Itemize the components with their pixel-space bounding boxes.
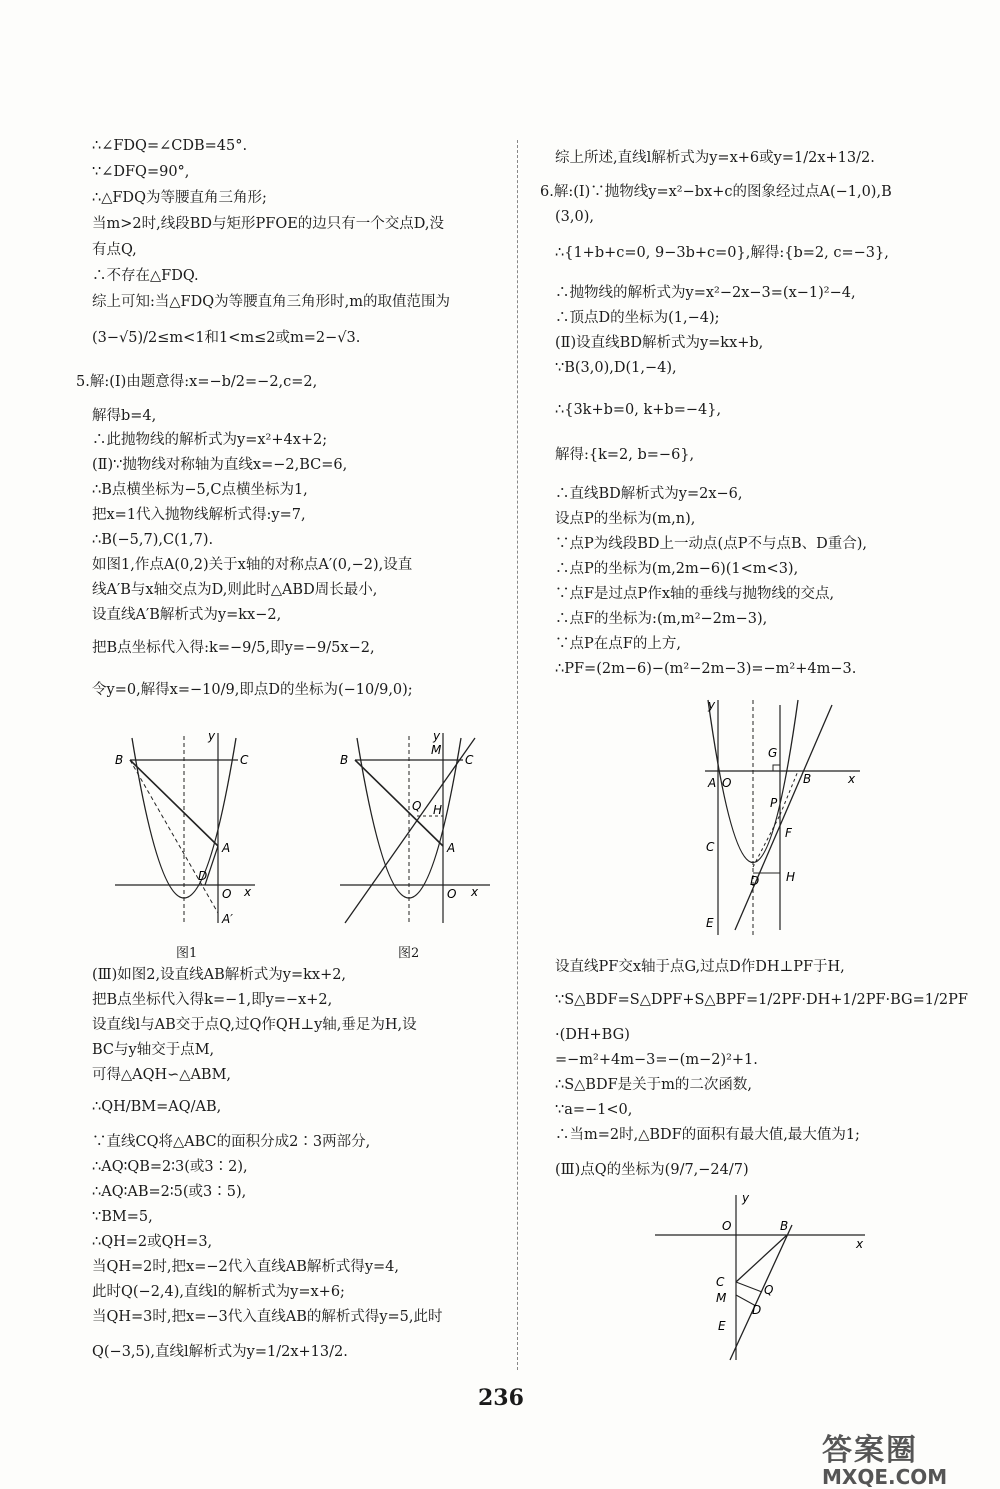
text-line: 当QH=2时,把x=−2代入直线AB解析式得y=4, [92, 1259, 400, 1275]
figure-4 [650, 1190, 875, 1365]
label-q: Q [412, 799, 422, 813]
label-b: B [780, 1219, 789, 1233]
label-m: M [716, 1291, 727, 1305]
line-bd [735, 705, 832, 930]
label-c: C [706, 840, 715, 854]
parabola [132, 738, 236, 898]
text-line: 把B点坐标代入得k=−1,即y=−x+2, [92, 992, 333, 1008]
page-number: 236 [478, 1385, 524, 1411]
label-o: O [722, 1219, 732, 1233]
text-line: 综上可知:当△FDQ为等腰直角三角形时,m的取值范围为 [92, 294, 450, 310]
text-line: ∴此抛物线的解析式为y=x²+4x+2; [92, 432, 328, 448]
text-line: ∴顶点D的坐标为(1,−4); [555, 310, 720, 326]
text-line: (Ⅱ)∵抛物线对称轴为直线x=−2,BC=6, [92, 457, 348, 473]
label-h: H [786, 870, 796, 884]
text-line: Q(−3,5),直线l解析式为y=1/2x+13/2. [92, 1344, 348, 1360]
label-d: D [752, 1303, 762, 1317]
text-line: (Ⅲ)如图2,设直线AB解析式为y=kx+2, [92, 967, 347, 983]
text-line: 解得:{k=2, b=−6}, [555, 447, 695, 463]
watermark-site: MXQE.COM [822, 1465, 948, 1489]
text-line: 设点P的坐标为(m,n), [555, 511, 696, 527]
text-line: =−m²+4m−3=−(m−2)²+1. [555, 1052, 758, 1068]
label-y: y [433, 729, 441, 743]
text-line: 有点Q, [92, 242, 137, 258]
label-x: x [856, 1237, 864, 1251]
label-m: M [431, 743, 442, 757]
text-line: ∵B(3,0),D(1,−4), [555, 360, 677, 376]
text-line: ∵点P在点F的上方, [555, 636, 681, 652]
line-be [730, 1225, 792, 1360]
text-line: ∴当m=2时,△BDF的面积有最大值,最大值为1; [555, 1127, 860, 1143]
label-c: C [240, 753, 249, 767]
text-line: ∴PF=(2m−6)−(m²−2m−3)=−m²+4m−3. [555, 661, 857, 677]
watermark-logo: 答案圈 [822, 1433, 918, 1468]
label-f: F [785, 826, 792, 840]
text-line: ∴AQ∶AB=2∶5(或3∶5), [92, 1184, 247, 1200]
text-line: ∴QH/BM=AQ/AB, [92, 1099, 222, 1115]
text-line: ∵BM=5, [92, 1209, 153, 1225]
text-line: 把B点坐标代入得:k=−9/5,即y=−9/5x−2, [92, 640, 375, 656]
label-h: H [433, 803, 443, 817]
text-line: ∴点F的坐标为:(m,m²−2m−3), [555, 611, 768, 627]
text-line: 综上所述,直线l解析式为y=x+6或y=1/2x+13/2. [555, 150, 875, 166]
text-line: ∴S△BDF是关于m的二次函数, [555, 1077, 753, 1093]
segment-cq [736, 1282, 762, 1292]
label-o: O [447, 887, 457, 901]
label-o: O [222, 887, 232, 901]
text-line: ∴{3k+b=0, k+b=−4}, [555, 402, 722, 418]
right-angle-mark [773, 765, 780, 771]
label-p: P [770, 796, 778, 810]
text-line: 5.解:(Ⅰ)由题意得:x=−b/2=−2,c=2, [76, 374, 318, 390]
text-line: 6.解:(Ⅰ)∵抛物线y=x²−bx+c的图象经过点A(−1,0),B [540, 184, 892, 200]
label-g: G [768, 746, 778, 760]
segment-ba [130, 760, 218, 846]
text-line: ∵a=−1<0, [555, 1102, 633, 1118]
text-line: ∵点P为线段BD上一动点(点P不与点B、D重合), [555, 536, 867, 552]
text-line: (Ⅲ)点Q的坐标为(9/7,−24/7) [555, 1162, 749, 1178]
parabola [357, 738, 461, 898]
text-line: (3−√5)/2≤m<1和1<m≤2或m=2−√3. [92, 330, 361, 346]
text-line: 此时Q(−2,4),直线l的解析式为y=x+6; [92, 1284, 345, 1300]
figure-1 [110, 728, 260, 928]
label-a: A [447, 841, 456, 855]
label-x: x [244, 885, 252, 899]
text-line: ∵∠DFQ=90°, [92, 164, 190, 180]
text-line: ∵直线CQ将△ABC的面积分成2∶3两部分, [92, 1134, 371, 1150]
text-line: 如图1,作点A(0,2)关于x轴的对称点A′(0,−2),设直 [92, 557, 413, 573]
label-q: Q [764, 1283, 774, 1297]
label-a-prime: A′ [222, 912, 233, 926]
text-line: 可得△AQH∽△ABM, [92, 1067, 232, 1083]
text-line: 解得b=4, [92, 408, 157, 424]
text-line: 把x=1代入抛物线解析式得:y=7, [92, 507, 306, 523]
text-line: ∴抛物线的解析式为y=x²−2x−3=(x−1)²−4, [555, 285, 856, 301]
column-separator [517, 140, 518, 1370]
label-y: y [742, 1191, 750, 1205]
figure-2 [335, 728, 495, 928]
text-line: ∴AQ∶QB=2∶3(或3∶2), [92, 1159, 248, 1175]
text-line: 当QH=3时,把x=−3代入直线AB的解析式得y=5,此时 [92, 1309, 443, 1325]
segment-df [753, 815, 780, 867]
figure-3 [700, 695, 870, 940]
text-line: BC与y轴交于点M, [92, 1042, 215, 1058]
label-b: B [340, 753, 349, 767]
text-line: 线A′B与x轴交点为D,则此时△ABD周长最小, [92, 582, 378, 598]
watermark [822, 1425, 948, 1489]
label-y: y [208, 729, 216, 743]
label-a: A [708, 776, 717, 790]
text-line: (3,0), [555, 209, 594, 225]
label-o: O [722, 776, 732, 790]
label-y: y [708, 698, 716, 712]
label-c: C [716, 1275, 725, 1289]
segment-ba-prime [130, 760, 218, 913]
text-line: 设直线PF交x轴于点G,过点D作DH⊥PF于H, [555, 959, 845, 975]
text-line: 设直线A′B解析式为y=kx−2, [92, 607, 282, 623]
label-x: x [471, 885, 479, 899]
text-line: ∵点F是过点P作x轴的垂线与抛物线的交点, [555, 586, 835, 602]
figure-2-caption: 图2 [398, 946, 420, 961]
label-b: B [803, 772, 812, 786]
text-line: 设直线l与AB交于点Q,过Q作QH⊥y轴,垂足为H,设 [92, 1017, 417, 1033]
text-line: (Ⅱ)设直线BD解析式为y=kx+b, [555, 335, 764, 351]
text-line: ∴△FDQ为等腰直角三角形; [92, 190, 267, 206]
text-line: ∴不存在△FDQ. [92, 268, 199, 284]
text-line: ·(DH+BG) [555, 1027, 630, 1043]
line-bc [736, 1235, 787, 1282]
label-e: E [718, 1319, 726, 1333]
label-b: B [115, 753, 124, 767]
label-e: E [706, 916, 714, 930]
text-line: ∴B点横坐标为−5,C点横坐标为1, [92, 482, 308, 498]
text-line: ∴B(−5,7),C(1,7). [92, 532, 214, 548]
label-d: D [750, 874, 760, 888]
text-line: ∵S△BDF=S△DPF+S△BPF=1/2PF·DH+1/2PF·BG=1/2PF [555, 992, 968, 1008]
text-line: 令y=0,解得x=−10/9,即点D的坐标为(−10/9,0); [92, 682, 413, 698]
text-line: ∴QH=2或QH=3, [92, 1234, 213, 1250]
text-line: ∴点P的坐标为(m,2m−6)(1<m<3), [555, 561, 799, 577]
figure-1-caption: 图1 [176, 946, 198, 961]
label-d: D [198, 869, 208, 883]
text-line: ∴{1+b+c=0, 9−3b+c=0},解得:{b=2, c=−3}, [555, 245, 889, 261]
text-line: 当m>2时,线段BD与矩形PFOE的边只有一个交点D,没 [92, 216, 445, 232]
text-line: ∴∠FDQ=∠CDB=45°. [92, 138, 248, 154]
text-line: ∴直线BD解析式为y=2x−6, [555, 486, 743, 502]
label-x: x [848, 772, 856, 786]
label-c: C [465, 753, 474, 767]
label-a: A [222, 841, 231, 855]
